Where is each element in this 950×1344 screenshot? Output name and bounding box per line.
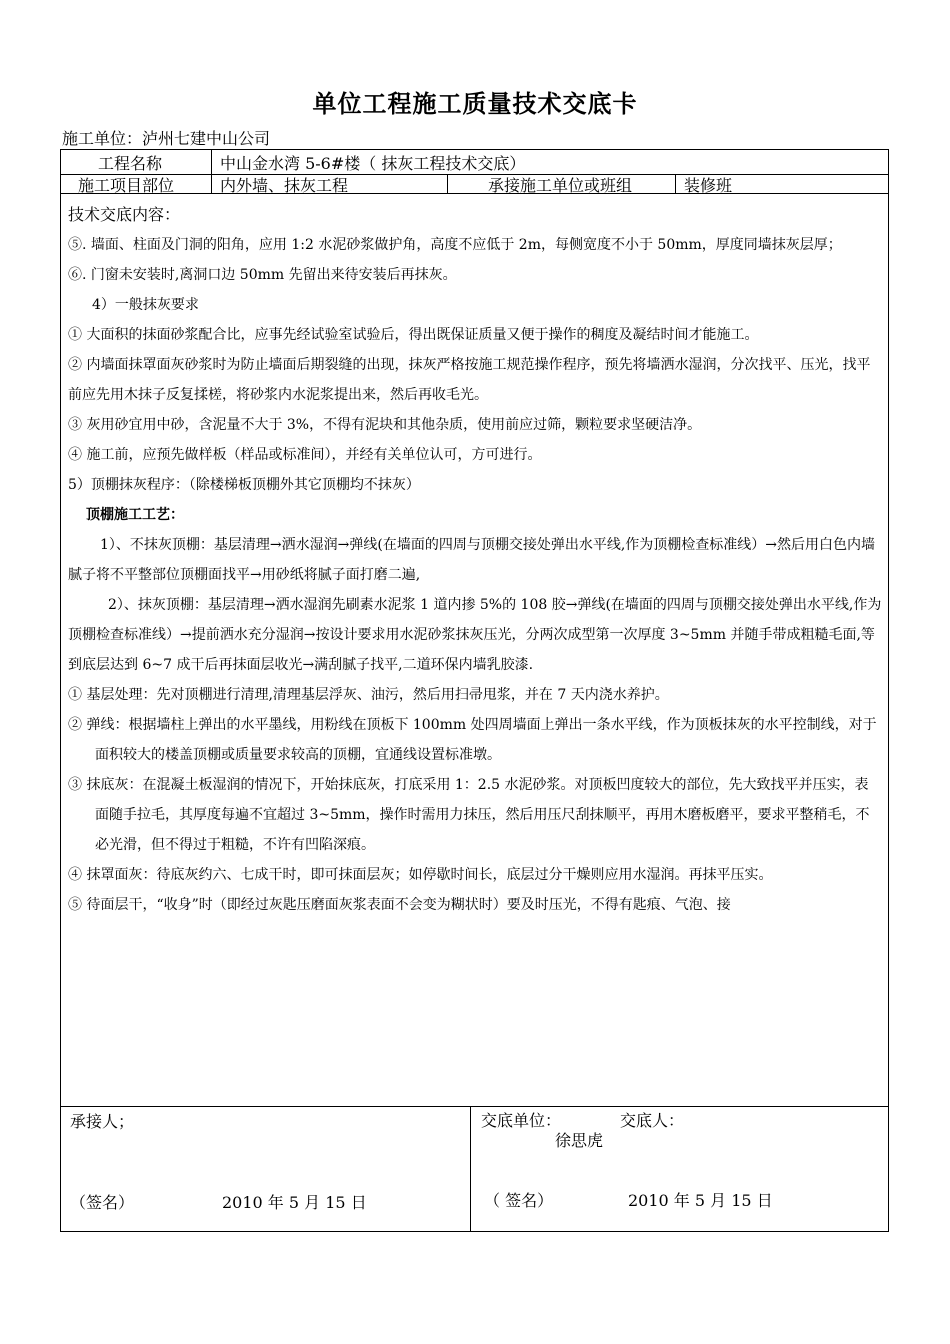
row-divider-1 <box>60 174 889 175</box>
date-right: 2010 年 5 月 15 日 <box>628 1191 773 1210</box>
col-divider-a <box>211 149 212 194</box>
item-value: 内外墙、抹灰工程 <box>220 176 349 195</box>
paragraph: ① 基层处理：先对顶棚进行清理,清理基层浮灰、油污，然后用扫帚甩浆，并在 7 天内浇水养护。 <box>68 687 669 703</box>
paragraph: 2）、抹灰顶棚：基层清理→洒水湿润先刷素水泥浆 1 道内掺 5%的 108 胶→弹线(在墙面的四周与顶棚交接处弹出水平线,作为顶棚检查标准线）→提前洒水充分湿润→按设计要求用水泥砂浆抹灰压光，分两次成型第一次厚度 3~5mm 并随手带成粗糙毛面,等到底层达到 6~7 成干后再抹面层收光→满刮腻子找平,二道环保内墙乳胶漆. <box>68 597 882 673</box>
page-title: 单位工程施工质量技术交底卡 <box>312 89 638 118</box>
project-name-label: 工程名称 <box>98 154 163 173</box>
paragraph: ④ 抹罩面灰：待底灰约六、七成干时，即可抹面层灰；如停歇时间长，底层过分干燥则应用水湿润。再抹平压实。 <box>68 867 773 883</box>
content-area <box>68 200 882 920</box>
receiver-label: 承接人； <box>70 1112 135 1131</box>
paragraph: ① 大面积的抹面砂浆配合比，应事先经试验室试验后，得出既保证质量又便于操作的稠度及凝结时间才能施工。 <box>68 327 759 343</box>
col-divider-c <box>675 174 676 194</box>
paragraph: 1）、不抹灰顶棚：基层清理→洒水湿润→弹线(在墙面的四周与顶棚交接处弹出水平线,作为顶棚检查标准线）→然后用白色内墙腻子将不平整部位顶棚面找平→用砂纸将腻子面打磨二遍, <box>68 537 876 583</box>
paragraph: ② 内墙面抹罩面灰砂浆时为防止墙面后期裂缝的出现，抹灰严格按施工规范操作程序，预先将墙洒水湿润，分次找平、压光，找平前应先用木抹子反复揉槎，将砂浆内水泥浆提出来，然后再收毛光。 <box>68 357 871 403</box>
row-divider-3 <box>60 1106 889 1107</box>
paragraph: ⑤ 待面层干，“收身”时（即经过灰匙压磨面灰浆表面不会变为糊状时）要及时压光，不得有匙痕、气泡、接 <box>68 897 731 913</box>
paragraph: ⑥. 门窗未安装时,离洞口边 50mm 先留出来待安装后再抹灰。 <box>68 267 457 283</box>
paragraph: ③ 灰用砂宜用中砂，含泥量不大于 3%，不得有泥块和其他杂质，使用前应过筛，颗粒要求坚硬洁净。 <box>68 417 702 433</box>
content-heading: 技术交底内容： <box>68 205 181 224</box>
paragraph: ④ 施工前，应预先做样板（样品或标准间），并经有关单位认可，方可进行。 <box>68 447 542 463</box>
paragraph: 4）一般抹灰要求 <box>92 297 199 313</box>
date-left: 2010 年 5 月 15 日 <box>222 1193 367 1212</box>
paragraph: 5）顶棚抹灰程序：（除楼梯板顶棚外其它顶棚均不抹灰） <box>68 477 420 493</box>
contractor-label: 承接施工单位或班组 <box>488 176 633 195</box>
section-heading: 顶棚施工工艺： <box>86 507 184 523</box>
handover-person-name: 徐思虎 <box>555 1131 604 1150</box>
construction-unit: 施工单位：泸州七建中山公司 <box>62 129 271 148</box>
paragraph: ② 弹线：根据墙柱上弹出的水平墨线，用粉线在顶板下 100mm 处四周墙面上弹出一条水平线，作为顶板抹灰的水平控制线，对于面积较大的楼盖顶棚或质量要求较高的顶棚，宜通线设置标准墩。 <box>68 717 877 763</box>
row-divider-2 <box>60 193 889 194</box>
item-label: 施工项目部位 <box>78 176 175 195</box>
handover-person-label: 交底人： <box>620 1111 685 1130</box>
contractor-value: 装修班 <box>684 176 733 195</box>
signature-divider <box>470 1106 471 1232</box>
project-name-value: 中山金水湾 5-6#楼（ 抹灰工程技术交底） <box>220 154 526 173</box>
sign-left: （签名） <box>70 1193 135 1212</box>
handover-unit-label: 交底单位： <box>481 1111 562 1130</box>
paragraph: ⑤. 墙面、柱面及门洞的阳角，应用 1:2 水泥砂浆做护角，高度不应低于 2m，每侧宽度不小于 50mm，厚度同墙抹灰层厚； <box>68 237 842 253</box>
paragraph: ③ 抹底灰：在混凝土板湿润的情况下，开始抹底灰，打底采用 1：2.5 水泥砂浆。对顶板凹度较大的部位，先大致找平并压实，表面随手拉毛，其厚度每遍不宜超过 3~5mm，操作时需用力抹压，然后用压尺刮抹顺平，再用木磨板磨平，要求平整稍毛，不必光滑，但不得过于粗糙，不许有凹陷深痕。 <box>68 777 870 853</box>
col-divider-b <box>447 174 448 194</box>
sign-right: （ 签名） <box>484 1191 554 1210</box>
